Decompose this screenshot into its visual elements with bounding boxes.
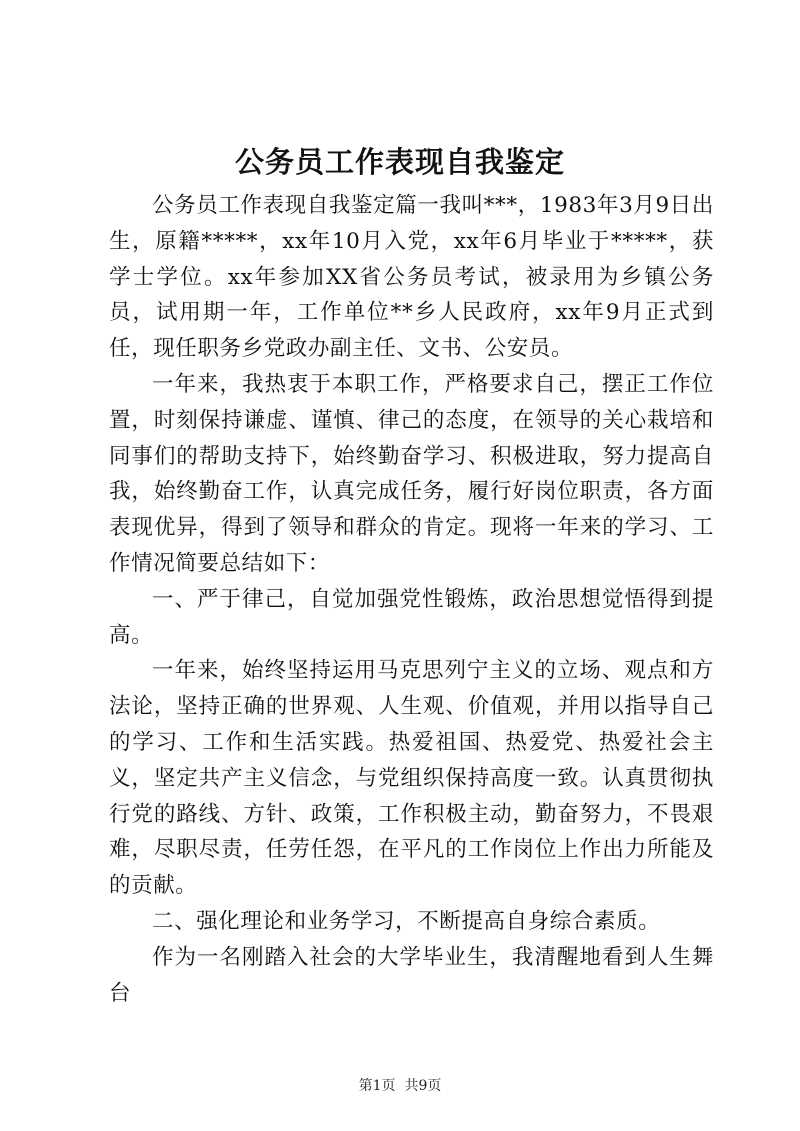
section-heading-one: 一、严于律己，自觉加强党性锻炼，政治思想觉悟得到提高。 [109, 586, 714, 648]
page-total: 共9页 [404, 1078, 442, 1094]
document-body [109, 188, 714, 1011]
paragraph-summary: 一年来，我热衷于本职工作，严格要求自己，摆正工作位置，时刻保持谦虚、谨慎、律己的态度，在领导的关心栽培和同事们的帮助支持下，始终勤奋学习、积极进取，努力提高自我，始终勤奋工作，认真完成任务，履行好岗位职责，各方面表现优异，得到了领导和群众的肯定。现将一年来的学习、工作情况简要总结如下： [109, 371, 714, 576]
paragraph-politics: 一年来，始终坚持运用马克思列宁主义的立场、观点和方法论，坚持正确的世界观、人生观、价值观，并用以指导自己的学习、工作和生活实践。热爱祖国、热爱党、热爱社会主义，坚定共产主义信念，与党组织保持高度一致。认真贯彻执行党的路线、方针、政策，工作积极主动，勤奋努力，不畏艰难，尽职尽责，任劳任怨，在平凡的工作岗位上作出力所能及的贡献。 [109, 658, 714, 899]
paragraph-study: 作为一名刚踏入社会的大学毕业生，我清醒地看到人生舞台 [109, 944, 714, 1006]
page-footer [0, 1076, 800, 1096]
document-title: 公务员工作表现自我鉴定 [234, 145, 565, 179]
page-number: 第1页 [358, 1078, 396, 1094]
paragraph-intro: 公务员工作表现自我鉴定篇一我叫***，1983年3月9日出生，原籍*****，xx年10月入党，xx年6月毕业于*****，获学士学位。xx年参加XX省公务员考试，被录用为乡镇公务员，试用期一年，工作单位**乡人民政府，xx年9月正式到任，现任职务乡党政办副主任、文书、公安员。 [109, 193, 714, 362]
section-heading-two: 二、强化理论和业务学习，不断提高自身综合素质。 [152, 908, 661, 934]
